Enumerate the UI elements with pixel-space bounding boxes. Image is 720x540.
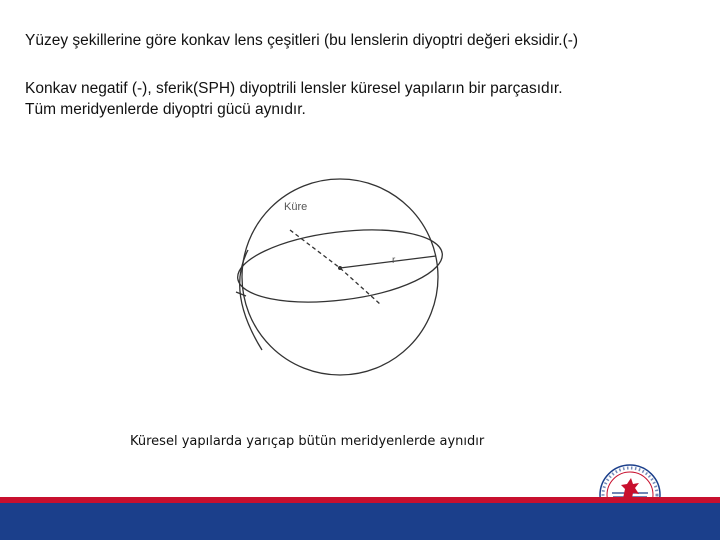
- sphere-center-point: [338, 266, 342, 270]
- radius-line: [340, 256, 436, 268]
- sphere-outline: [242, 179, 438, 375]
- sphere-diagram: [218, 172, 458, 382]
- figure-caption: Küresel yapılarda yarıçap bütün meridyenlerde aynıdır: [130, 434, 485, 449]
- footer-bar: [0, 503, 720, 540]
- paragraph-line-2: Tüm meridyenlerde diyoptri gücü aynıdır.: [25, 101, 306, 118]
- second-axis-line: [340, 268, 380, 304]
- paragraph-line-1: Konkav negatif (-), sferik(SPH) diyoptrili lensler küresel yapıların bir parçasıdır.: [25, 80, 563, 97]
- slide-paragraph: [25, 78, 705, 120]
- radius-label: r: [392, 255, 396, 266]
- sphere-label: Küre: [284, 201, 308, 213]
- slide-heading: Yüzey şekillerine göre konkav lens çeşitleri (bu lenslerin diyoptri değeri eksidir.(-): [25, 32, 579, 49]
- sphere-diagram-svg: [218, 172, 458, 382]
